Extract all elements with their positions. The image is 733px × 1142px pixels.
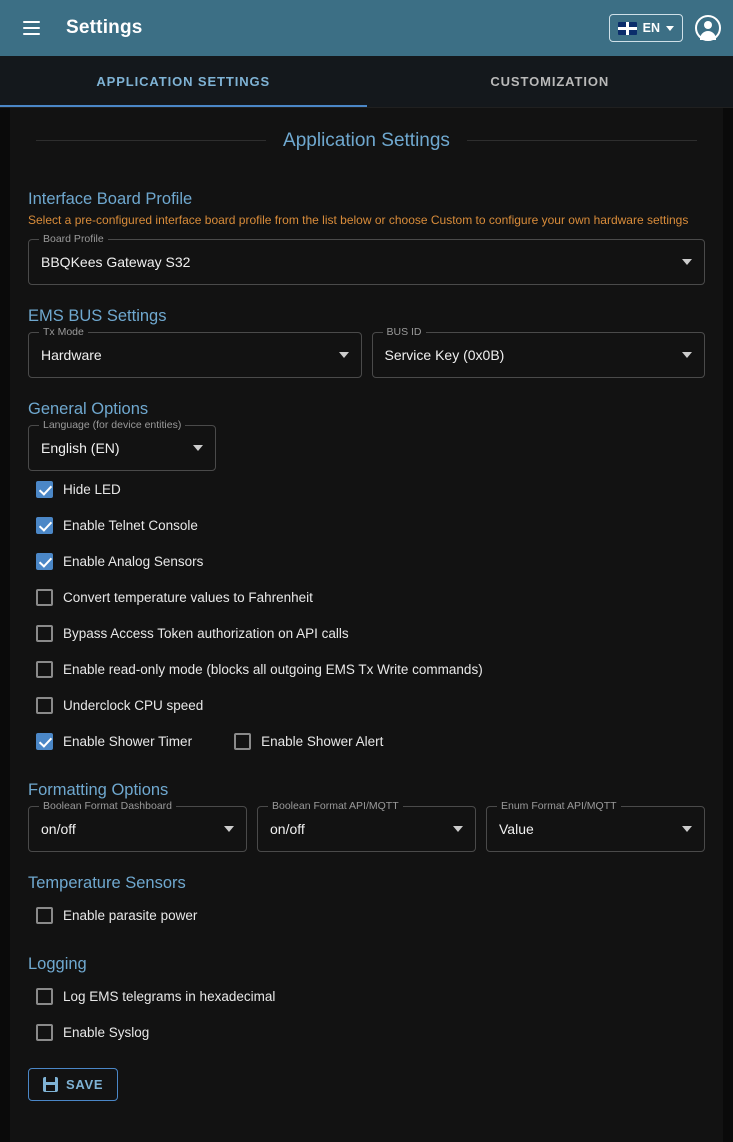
checkbox-hide-led[interactable]	[36, 481, 53, 498]
checkbox-enable-syslog-label: Enable Syslog	[63, 1024, 150, 1040]
boolean-format-dashboard-select[interactable]	[28, 800, 247, 852]
save-icon	[43, 1077, 58, 1092]
app-title: Settings	[66, 17, 143, 38]
checkbox-enable-syslog[interactable]	[36, 1024, 53, 1041]
checkbox-bypass-access-token-label: Bypass Access Token authorization on API calls	[63, 625, 349, 641]
section-interface-board-profile: Interface Board Profile	[28, 190, 193, 208]
page-title: Application Settings	[28, 108, 705, 168]
chevron-down-icon	[224, 826, 234, 832]
interface-board-profile-note: Select a pre-configured interface board profile from the list below or choose Custom to configure your own hardware settings	[28, 213, 689, 227]
checkbox-enable-analog-sensors-label: Enable Analog Sensors	[63, 553, 204, 569]
checkbox-row-enable-syslog[interactable]	[28, 1014, 705, 1050]
chevron-down-icon	[339, 352, 349, 358]
tab-customization-label: CUSTOMIZATION	[490, 74, 610, 89]
checkbox-row-enable-analog-sensors[interactable]	[28, 543, 705, 579]
checkbox-convert-fahrenheit[interactable]	[36, 589, 53, 606]
chevron-down-icon	[682, 259, 692, 265]
section-temperature-sensors: Temperature Sensors	[28, 874, 186, 892]
language-value: English (EN)	[41, 440, 120, 456]
checkbox-underclock-cpu-label: Underclock CPU speed	[63, 697, 204, 713]
hamburger-menu-icon[interactable]	[14, 11, 48, 45]
checkbox-row-log-hex[interactable]	[28, 978, 705, 1014]
checkbox-hide-led-label: Hide LED	[63, 481, 121, 497]
chevron-down-icon	[682, 352, 692, 358]
boolean-format-api-mqtt-legend: Boolean Format API/MQTT	[268, 800, 403, 812]
checkbox-read-only-mode[interactable]	[36, 661, 53, 678]
bus-id-legend: BUS ID	[383, 326, 426, 338]
checkbox-enable-telnet-console-label: Enable Telnet Console	[63, 517, 198, 533]
section-logging: Logging	[28, 955, 87, 973]
tab-bar	[0, 56, 733, 108]
checkbox-row-read-only-mode[interactable]	[28, 651, 705, 687]
formatting-fields-row	[28, 800, 705, 852]
chevron-down-icon	[682, 826, 692, 832]
chevron-down-icon	[193, 445, 203, 451]
chevron-down-icon	[453, 826, 463, 832]
checkbox-row-bypass-access-token[interactable]	[28, 615, 705, 651]
enum-format-api-mqtt-legend: Enum Format API/MQTT	[497, 800, 621, 812]
language-legend: Language (for device entities)	[39, 419, 185, 431]
account-circle-icon[interactable]	[695, 15, 721, 41]
checkbox-read-only-mode-label: Enable read-only mode (blocks all outgoing EMS Tx Write commands)	[63, 661, 483, 677]
uk-flag-icon	[618, 22, 637, 35]
tab-customization[interactable]	[367, 56, 733, 107]
checkbox-bypass-access-token[interactable]	[36, 625, 53, 642]
boolean-format-dashboard-value: on/off	[41, 821, 76, 837]
boolean-format-api-mqtt-select[interactable]	[257, 800, 476, 852]
section-formatting-options: Formatting Options	[28, 781, 169, 799]
tx-mode-legend: Tx Mode	[39, 326, 88, 338]
checkbox-log-ems-telegrams-hex-label: Log EMS telegrams in hexadecimal	[63, 988, 276, 1004]
board-profile-legend: Board Profile	[39, 233, 108, 245]
ems-bus-fields-row	[28, 326, 705, 378]
checkbox-underclock-cpu[interactable]	[36, 697, 53, 714]
checkbox-enable-telnet-console[interactable]	[36, 517, 53, 534]
language-selector[interactable]	[609, 14, 683, 42]
bus-id-value: Service Key (0x0B)	[384, 347, 505, 363]
checkbox-enable-shower-alert[interactable]	[234, 733, 251, 750]
checkbox-enable-shower-alert-label: Enable Shower Alert	[261, 733, 384, 749]
save-button[interactable]	[28, 1068, 118, 1101]
checkbox-row-hide-led[interactable]	[28, 471, 705, 507]
checkbox-log-ems-telegrams-hex[interactable]	[36, 988, 53, 1005]
tx-mode-value: Hardware	[41, 347, 102, 363]
section-ems-bus-settings: EMS BUS Settings	[28, 307, 167, 325]
app-bar	[0, 0, 733, 56]
tab-application-settings[interactable]	[0, 56, 367, 107]
tab-application-settings-label: APPLICATION SETTINGS	[96, 74, 271, 89]
checkbox-enable-shower-timer[interactable]	[36, 733, 53, 750]
checkbox-enable-shower-timer-label: Enable Shower Timer	[63, 733, 193, 749]
language-label: EN	[642, 21, 660, 35]
checkbox-row-parasite-power[interactable]	[28, 897, 705, 933]
chevron-down-icon	[666, 26, 674, 31]
save-button-label: SAVE	[66, 1077, 104, 1092]
app-bar-actions	[609, 14, 721, 42]
language-select[interactable]	[28, 419, 216, 471]
boolean-format-api-mqtt-value: on/off	[270, 821, 305, 837]
checkbox-enable-parasite-power[interactable]	[36, 907, 53, 924]
settings-panel	[10, 108, 723, 1142]
checkbox-row-convert-fahrenheit[interactable]	[28, 579, 705, 615]
enum-format-api-mqtt-select[interactable]	[486, 800, 705, 852]
tx-mode-select[interactable]	[28, 326, 362, 378]
checkbox-row-shower	[28, 723, 705, 759]
enum-format-api-mqtt-value: Value	[499, 821, 534, 837]
boolean-format-dashboard-legend: Boolean Format Dashboard	[39, 800, 176, 812]
checkbox-row-enable-telnet-console[interactable]	[28, 507, 705, 543]
section-general-options: General Options	[28, 400, 149, 418]
checkbox-convert-fahrenheit-label: Convert temperature values to Fahrenheit	[63, 589, 313, 605]
board-profile-select[interactable]	[28, 233, 705, 285]
checkbox-enable-parasite-power-label: Enable parasite power	[63, 907, 198, 923]
checkbox-row-underclock-cpu[interactable]	[28, 687, 705, 723]
board-profile-value: BBQKees Gateway S32	[41, 254, 191, 270]
checkbox-enable-analog-sensors[interactable]	[36, 553, 53, 570]
bus-id-select[interactable]	[372, 326, 706, 378]
